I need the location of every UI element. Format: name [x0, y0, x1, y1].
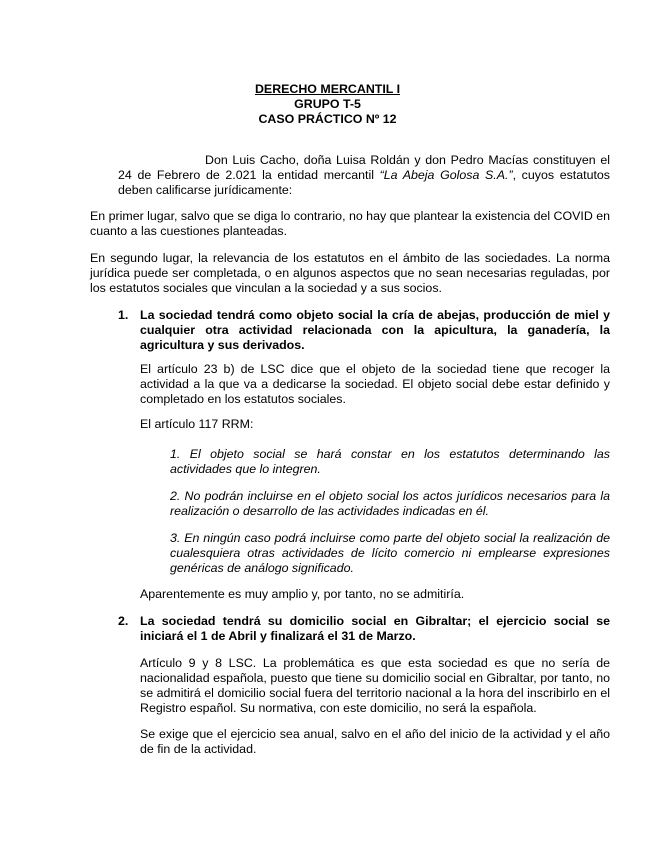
quote-rule-3: 3. En ningún caso podrá incluirse como parte del objeto social la realización de cualesquiera otras actividades de lícito comercio ni emplearse expresiones genéricas de análogo significado. [170, 531, 610, 575]
paragraph-fiscal-year: Se exige que el ejercicio sea anual, salvo en el año del inicio de la actividad y el año de fin de la actividad. [140, 727, 610, 756]
group-label: GRUPO T-5 [294, 97, 361, 111]
company-name: “La Abeja Golosa S.A.” [379, 168, 513, 182]
intro-text-end: , cuyos estatutos deben calificarse jurídicamente: [118, 168, 611, 197]
document-title: DERECHO MERCANTIL I [254, 82, 401, 96]
paragraph-domicile: Artículo 9 y 8 LSC. La problemática es que esta sociedad es que no sería de nacionalidad española, puesto que tiene su domicilio social en Gibraltar, por tanto, no se admitirá el domicilio social fuera del territorio nacional a la hora del inscribirlo en el Registro español. Su normativa, con este domicilio, no será la española. [140, 656, 610, 715]
list-item-heading: La sociedad tendrá su domicilio social en Gibraltar; el ejercicio social se iniciará el 1 de Abril y finalizará el 31 de Marzo. [140, 614, 610, 643]
list-item-number: 2. [118, 614, 129, 628]
list-item-heading: La sociedad tendrá como objeto social la cría de abejas, producción de miel y cualquier otra actividad relacionada con la apicultura, la ganadería, la agricultura y sus derivados. [140, 308, 610, 352]
case-label: CASO PRÁCTICO Nº 12 [258, 112, 397, 126]
intro-text-start: Don Luis Cacho, doña Luisa Roldán y don Pedro Macías constituyen el 24 de Febrero de 2.021 la entidad mercantil [118, 153, 610, 182]
intro-paragraph [118, 153, 610, 198]
paragraph-article-23: El artículo 23 b) de LSC dice que el objeto de la sociedad tiene que recoger la actividad a la que va a dedicarse la sociedad. El objeto social debe estar definido y completado en los estatutos sociales. [140, 362, 610, 406]
quote-rule-2: 2. No podrán incluirse en el objeto social los actos jurídicos necesarios para la realización o desarrollo de las actividades indicadas en él. [170, 489, 610, 518]
paragraph-article-117: El artículo 117 RRM: [140, 417, 254, 431]
paragraph-conclusion-1: Aparentemente es muy amplio y, por tanto, no se admitiría. [140, 587, 465, 601]
paragraph-statutes: En segundo lugar, la relevancia de los estatutos en el ámbito de las sociedades. La norma jurídica puede ser completada, o en algunos aspectos que no sean necesarias reguladas, por los estatutos sociales que vinculan a la sociedad y a sus socios. [90, 251, 610, 295]
quote-rule-1: 1. El objeto social se hará constar en los estatutos determinando las actividades que lo integren. [170, 447, 610, 476]
list-item-number: 1. [118, 308, 129, 322]
document-header [0, 82, 655, 127]
paragraph-covid: En primer lugar, salvo que se diga lo contrario, no hay que plantear la existencia del COVID en cuanto a las cuestiones planteadas. [90, 209, 611, 238]
